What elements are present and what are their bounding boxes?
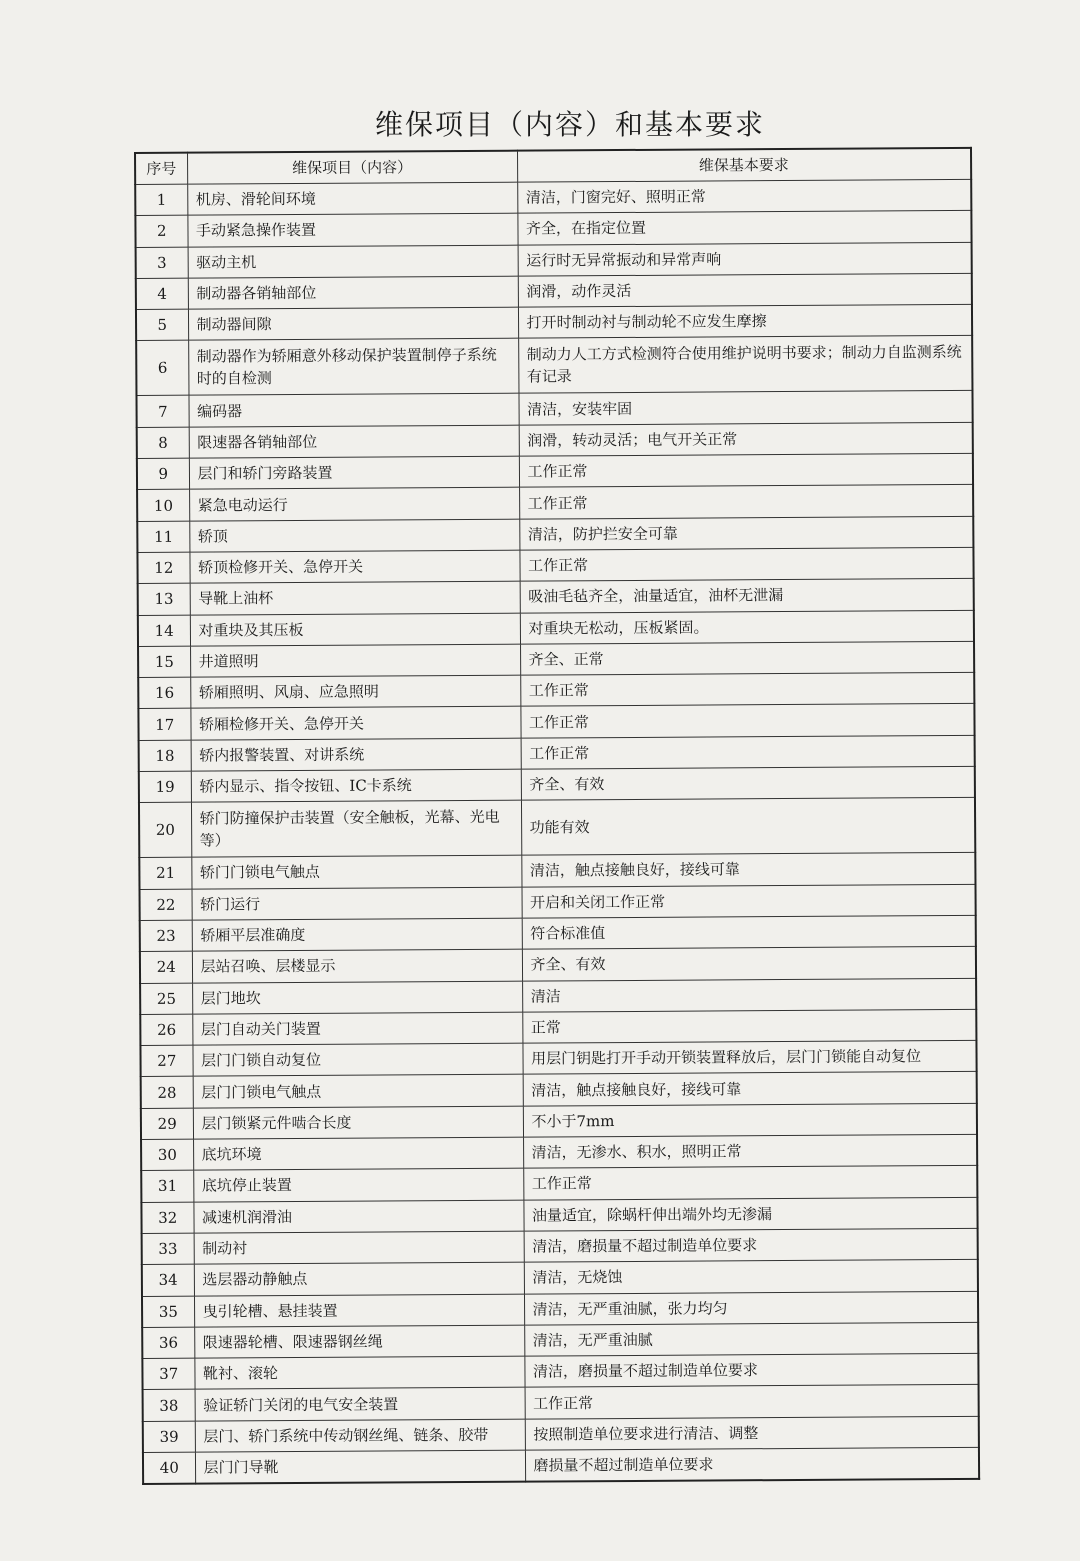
table-row — [138, 704, 974, 740]
maintenance-requirement: 符合标准值 — [522, 915, 976, 949]
table-row — [140, 978, 976, 1014]
row-number: 40 — [143, 1452, 195, 1484]
table-row — [142, 1291, 978, 1327]
maintenance-requirement: 工作正常 — [519, 453, 973, 487]
table-row — [140, 915, 976, 951]
row-number: 31 — [141, 1170, 193, 1202]
maintenance-requirement: 工作正常 — [519, 485, 973, 519]
maintenance-requirement: 清洁，磨损量不超过制造单位要求 — [524, 1353, 978, 1387]
maintenance-requirement: 清洁，无严重油腻 — [524, 1322, 978, 1356]
row-number: 28 — [141, 1077, 193, 1109]
table-row — [136, 305, 972, 341]
maintenance-item: 轿内显示、指令按钮、IC卡系统 — [191, 769, 521, 802]
table-row — [137, 516, 973, 552]
row-number: 36 — [142, 1327, 194, 1359]
maintenance-requirement: 吸油毛毡齐全，油量适宜，油杯无泄漏 — [520, 579, 974, 613]
table-row — [142, 1322, 978, 1358]
page-title: 维保项目（内容）和基本要求 — [374, 108, 765, 141]
row-number: 4 — [136, 278, 188, 310]
maintenance-requirement: 工作正常 — [520, 673, 974, 707]
row-number: 25 — [140, 983, 192, 1015]
maintenance-requirement: 打开时制动衬与制动轮不应发生摩擦 — [518, 305, 972, 339]
maintenance-requirement: 润滑，动作灵活 — [518, 273, 972, 307]
maintenance-requirement: 清洁，触点接触良好，接线可靠 — [521, 853, 975, 887]
row-number: 21 — [139, 858, 191, 890]
maintenance-item: 井道照明 — [190, 644, 520, 677]
table-row — [140, 1009, 976, 1045]
row-number: 9 — [137, 458, 189, 490]
column-header-requirement: 维保基本要求 — [517, 148, 971, 182]
maintenance-item: 验证轿门关闭的电气安全装置 — [195, 1388, 525, 1421]
maintenance-requirement: 工作正常 — [519, 547, 973, 581]
row-number: 33 — [142, 1233, 194, 1265]
table-row — [140, 947, 976, 983]
row-number: 7 — [136, 396, 188, 428]
row-number: 39 — [143, 1421, 195, 1453]
row-number: 23 — [140, 920, 192, 952]
row-number: 5 — [136, 309, 188, 341]
maintenance-item: 层门、轿门系统中传动钢丝绳、链条、胶带 — [195, 1419, 525, 1452]
maintenance-item: 层门门锁自动复位 — [192, 1043, 522, 1076]
table-row — [135, 179, 971, 215]
table-row — [143, 1416, 979, 1452]
table-row — [139, 766, 975, 802]
table-row — [137, 547, 973, 583]
row-number: 15 — [138, 646, 190, 678]
maintenance-requirement: 磨损量不超过制造单位要求 — [525, 1447, 979, 1482]
table-header-row — [135, 148, 971, 185]
row-number: 30 — [141, 1139, 193, 1171]
table-row — [137, 422, 973, 458]
row-number: 29 — [141, 1108, 193, 1140]
maintenance-requirement: 齐全、有效 — [521, 766, 975, 800]
maintenance-requirement: 清洁，触点接触良好，接线可靠 — [523, 1072, 977, 1106]
row-number: 10 — [137, 490, 189, 522]
maintenance-requirement: 清洁，磨损量不超过制造单位要求 — [524, 1228, 978, 1262]
table-row — [140, 1040, 976, 1076]
table-row — [138, 673, 974, 709]
column-header-number: 序号 — [135, 153, 187, 185]
maintenance-requirement: 清洁，防护拦安全可靠 — [519, 516, 973, 550]
maintenance-item: 轿厢照明、风扇、应急照明 — [190, 675, 520, 708]
maintenance-item: 轿内报警装置、对讲系统 — [191, 738, 521, 771]
row-number: 35 — [142, 1296, 194, 1328]
maintenance-requirement: 清洁 — [522, 978, 976, 1012]
table-row — [143, 1447, 979, 1484]
maintenance-item: 限速器轮槽、限速器钢丝绳 — [194, 1325, 524, 1358]
row-number: 18 — [139, 740, 191, 772]
maintenance-item: 制动器作为轿厢意外移动保护装置制停子系统时的自检测 — [188, 339, 518, 396]
maintenance-item: 轿顶 — [189, 519, 519, 552]
table-body — [135, 179, 979, 1484]
maintenance-item: 层门地坎 — [192, 981, 522, 1014]
table-row — [138, 641, 974, 677]
table-row — [141, 1134, 977, 1170]
maintenance-requirement: 清洁，门窗完好、照明正常 — [517, 179, 971, 213]
row-number: 34 — [142, 1264, 194, 1296]
maintenance-requirement: 齐全、正常 — [520, 641, 974, 675]
maintenance-item: 曳引轮槽、悬挂装置 — [194, 1294, 524, 1327]
maintenance-requirement: 用层门钥匙打开手动开锁装置释放后，层门门锁能自动复位 — [522, 1040, 976, 1074]
maintenance-requirement: 运行时无异常振动和异常声响 — [518, 242, 972, 276]
table-row — [142, 1260, 978, 1296]
table-row — [142, 1228, 978, 1264]
maintenance-item: 制动器间隙 — [188, 307, 518, 340]
row-number: 27 — [140, 1045, 192, 1077]
row-number: 11 — [137, 521, 189, 553]
row-number: 38 — [143, 1390, 195, 1422]
table-row — [141, 1103, 977, 1139]
row-number: 2 — [135, 215, 187, 247]
maintenance-item: 紧急电动运行 — [189, 488, 519, 521]
maintenance-requirement: 按照制造单位要求进行清洁、调整 — [525, 1416, 979, 1450]
maintenance-table-container — [134, 147, 978, 1485]
maintenance-requirement: 清洁，无严重油腻，张力均匀 — [524, 1291, 978, 1325]
maintenance-item: 轿顶检修开关、急停开关 — [189, 550, 519, 583]
maintenance-item: 轿门运行 — [192, 887, 522, 920]
table-row — [139, 798, 975, 858]
maintenance-requirement: 功能有效 — [521, 798, 975, 856]
maintenance-requirement: 齐全，在指定位置 — [517, 211, 971, 245]
maintenance-item: 编码器 — [188, 394, 518, 427]
row-number: 3 — [136, 247, 188, 279]
row-number: 14 — [138, 615, 190, 647]
row-number: 8 — [137, 427, 189, 459]
table-row — [136, 336, 972, 396]
maintenance-requirement: 工作正常 — [520, 704, 974, 738]
table-row — [142, 1353, 978, 1389]
row-number: 1 — [135, 184, 187, 216]
table-row — [138, 579, 974, 615]
maintenance-item: 选层器动静触点 — [194, 1262, 524, 1295]
maintenance-item: 轿厢平层准确度 — [192, 918, 522, 951]
column-header-item: 维保项目（内容） — [187, 151, 517, 185]
maintenance-table — [134, 147, 980, 1485]
row-number: 32 — [141, 1202, 193, 1234]
table-row — [141, 1166, 977, 1202]
maintenance-item: 层门自动关门装置 — [192, 1012, 522, 1045]
maintenance-item: 驱动主机 — [188, 245, 518, 278]
table-row — [143, 1385, 979, 1421]
maintenance-requirement: 不小于7mm — [523, 1103, 977, 1137]
maintenance-requirement: 油量适宜，除蜗杆伸出端外均无渗漏 — [523, 1197, 977, 1231]
maintenance-item: 制动衬 — [194, 1231, 524, 1264]
maintenance-requirement: 制动力人工方式检测符合使用维护说明书要求；制动力自监测系统有记录 — [518, 336, 972, 394]
maintenance-item: 轿厢检修开关、急停开关 — [190, 707, 520, 740]
table-row — [141, 1197, 977, 1233]
row-number: 17 — [138, 709, 190, 741]
maintenance-item: 层站召唤、层楼显示 — [192, 949, 522, 982]
maintenance-item: 层门门锁电气触点 — [193, 1075, 523, 1108]
row-number: 16 — [138, 677, 190, 709]
maintenance-item: 层门和轿门旁路装置 — [189, 456, 519, 489]
row-number: 24 — [140, 951, 192, 983]
table-row — [137, 485, 973, 521]
row-number: 20 — [139, 803, 191, 858]
maintenance-requirement: 清洁，无渗水、积水，照明正常 — [523, 1134, 977, 1168]
row-number: 6 — [136, 341, 188, 396]
maintenance-item: 对重块及其压板 — [190, 613, 520, 646]
maintenance-requirement: 对重块无松动，压板紧固。 — [520, 610, 974, 644]
maintenance-requirement: 工作正常 — [525, 1385, 979, 1419]
maintenance-item: 导靴上油杯 — [190, 581, 520, 614]
row-number: 19 — [139, 771, 191, 803]
maintenance-requirement: 工作正常 — [523, 1166, 977, 1200]
row-number: 37 — [142, 1358, 194, 1390]
maintenance-item: 底坑停止装置 — [193, 1168, 523, 1201]
row-number: 26 — [140, 1014, 192, 1046]
table-row — [136, 273, 972, 309]
maintenance-requirement: 开启和关闭工作正常 — [521, 884, 975, 918]
row-number: 22 — [140, 889, 192, 921]
maintenance-item: 层门门导靴 — [195, 1450, 525, 1484]
table-row — [136, 391, 972, 427]
maintenance-requirement: 清洁，安装牢固 — [518, 391, 972, 425]
table-row — [138, 610, 974, 646]
maintenance-item: 限速器各销轴部位 — [189, 425, 519, 458]
maintenance-item: 层门锁紧元件啮合长度 — [193, 1106, 523, 1139]
row-number: 13 — [138, 583, 190, 615]
table-row — [140, 884, 976, 920]
maintenance-requirement: 润滑，转动灵活；电气开关正常 — [519, 422, 973, 456]
row-number: 12 — [137, 552, 189, 584]
table-row — [139, 853, 975, 889]
table-row — [141, 1072, 977, 1108]
maintenance-item: 轿门门锁电气触点 — [191, 855, 521, 888]
table-row — [139, 735, 975, 771]
table-row — [135, 211, 971, 247]
maintenance-item: 机房、滑轮间环境 — [187, 182, 517, 215]
maintenance-item: 靴衬、滚轮 — [194, 1356, 524, 1389]
maintenance-item: 轿门防撞保护击装置（安全触板，光幕、光电等） — [191, 800, 521, 857]
table-row — [137, 453, 973, 489]
maintenance-requirement: 工作正常 — [521, 735, 975, 769]
maintenance-item: 底坑环境 — [193, 1137, 523, 1170]
maintenance-requirement: 正常 — [522, 1009, 976, 1043]
maintenance-item: 减速机润滑油 — [193, 1200, 523, 1233]
maintenance-item: 手动紧急操作装置 — [187, 213, 517, 246]
maintenance-item: 制动器各销轴部位 — [188, 276, 518, 309]
table-row — [136, 242, 972, 278]
maintenance-requirement: 齐全、有效 — [522, 947, 976, 981]
maintenance-requirement: 清洁，无烧蚀 — [524, 1260, 978, 1294]
